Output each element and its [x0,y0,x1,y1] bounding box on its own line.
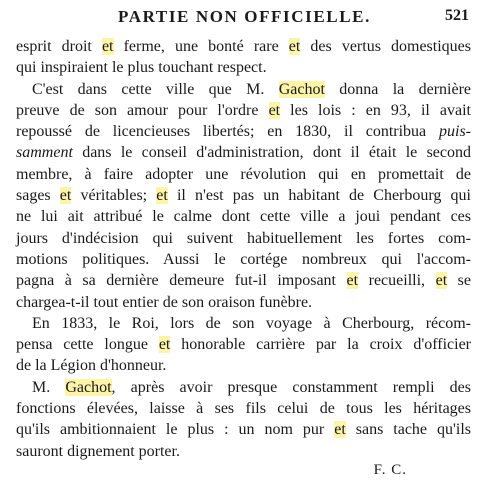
text-line [16,206,471,227]
highlighted-word: et [435,272,448,290]
text-segment: pensa cette longue [16,336,159,354]
text-segment: C'est dans cette ville que M. [32,80,279,98]
page-header [0,7,489,29]
highlighted-word: Gachot [65,378,112,396]
text-line [16,142,471,163]
text-segment: puis- [439,123,471,141]
text-segment: sages [16,187,60,205]
text-segment: preuve de son amour pour l'ordre [16,101,269,119]
text-line [16,398,471,419]
text-segment: samment [16,144,73,162]
signature: F. C. [373,462,407,478]
text-segment: ferme, une bonté rare [113,38,289,55]
text-line [16,313,471,334]
text-segment: donna la dernière [324,80,471,98]
highlighted-word: et [334,421,346,439]
text-line [16,441,471,462]
text-segment: M. [32,378,66,396]
text-segment: honorable carrière par la croix d'officier [170,336,472,354]
text-line [16,100,471,121]
text-line [16,228,471,249]
highlighted-word: et [101,38,114,55]
section-title: PARTIE NON OFFICIELLE. [118,7,371,26]
text-segment: sans tache qu'ils [345,421,471,439]
highlighted-word: et [268,101,281,119]
text-line [16,377,471,398]
text-segment: dans le conseil d'administration, dont il était le second [72,144,471,162]
text-segment: des vertus domestiques [300,38,472,55]
text-segment: il n'est pas un habitant de Cherbourg qui [167,187,472,205]
highlighted-word: et [158,336,171,354]
highlighted-word: et [59,187,72,205]
text-line [16,249,471,270]
text-line [16,270,471,291]
text-segment: En 1833, le Roi, lors de son voyage à Cherbourg, récom- [32,314,471,332]
text-segment: fonctions élevées, laisse à ses fils celui de tous les héritages [16,400,471,418]
text-segment: esprit droit [16,38,102,55]
text-segment: ne lui ait attribué le calme dont cette ville a joui pendant ces [16,208,471,226]
text-segment: repoussé de licencieuses libertés; en 1830, il contribua [16,123,439,141]
highlighted-word: et [156,187,168,205]
text-segment: recueilli, [358,272,436,290]
text-line [16,36,471,57]
text-line [16,292,471,313]
text-segment: qu'ils ambitionnaient le plus : un nom pur [16,421,335,439]
highlighted-word: et [288,38,301,55]
article-body [16,36,471,462]
text-line [16,79,471,100]
text-line [16,57,471,78]
highlighted-word: Gachot [278,80,325,98]
text-line [16,334,471,355]
page-number: 521 [445,7,469,24]
text-segment: sauront dignement porter. [16,442,180,460]
text-segment: les lois : en 93, il avait [280,101,472,119]
text-segment: se [447,272,472,290]
text-segment: membre, à faire adopter une révolution qui en promettait de [16,165,471,183]
text-line [16,185,471,206]
text-line [16,355,471,376]
highlighted-word: et [346,272,359,290]
text-segment: de la Légion d'honneur. [16,357,167,375]
text-segment: chargea-t-il tout entier de son oraison funèbre. [16,293,313,311]
text-segment: véritables; [71,187,157,205]
text-line [16,121,471,142]
text-segment: , après avoir presque constamment rempli des [111,378,471,396]
text-line [16,164,471,185]
text-segment: jours d'indécision qui suivent habituellement les fortes com- [16,229,471,247]
text-segment: qui inspiraient le plus touchant respect. [16,59,267,77]
text-line [16,419,471,440]
text-segment: pagna à sa dernière demeure fut-il imposant [16,272,347,290]
text-segment: motions politiques. Aussi le cortége nombreux qui l'accom- [16,250,471,268]
